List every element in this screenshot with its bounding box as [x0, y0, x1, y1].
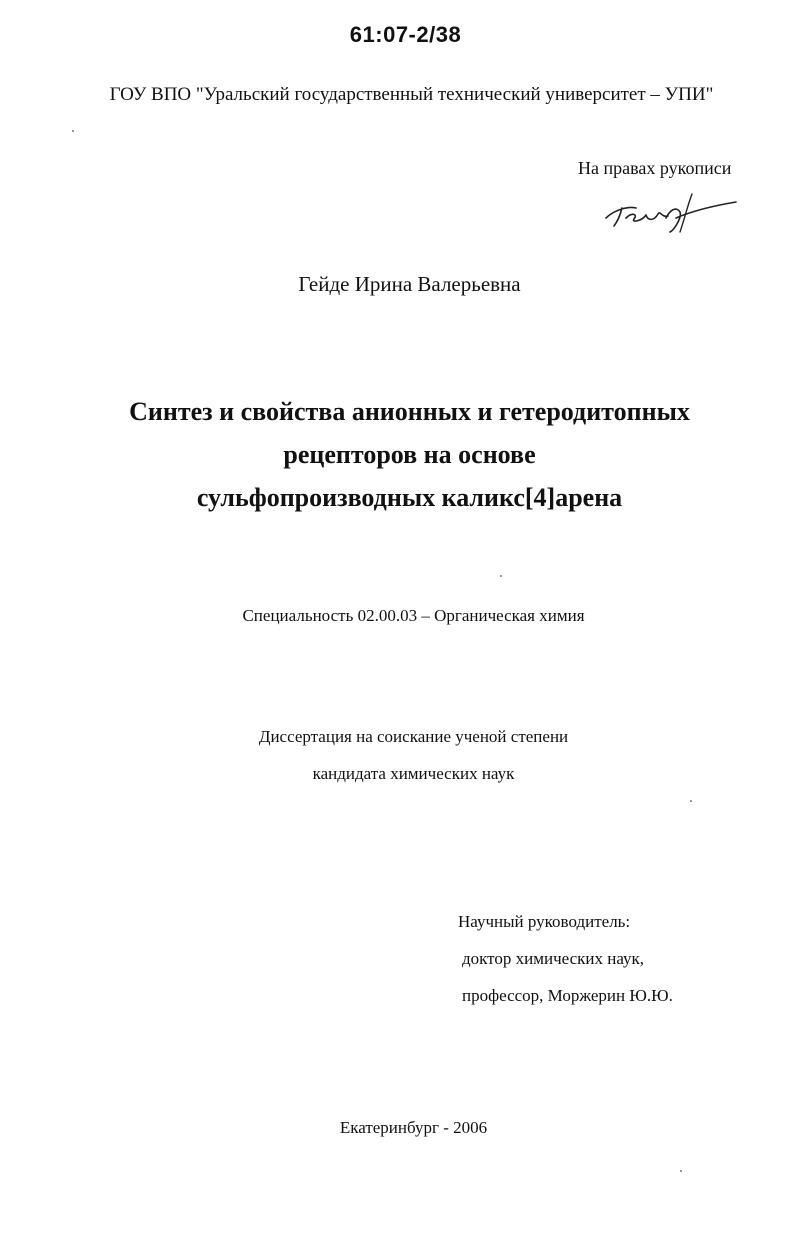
- title-line-1: Синтез и свойства анионных и гетеродитопных: [129, 397, 690, 426]
- catalog-number: 61:07-2/38: [349, 22, 462, 47]
- advisor-degree: доктор химических наук,: [462, 949, 645, 968]
- handwritten-signature-icon: [600, 188, 740, 236]
- scan-speck: [680, 1170, 682, 1172]
- author-name: Гейде Ирина Валерьевна: [298, 272, 521, 296]
- scan-speck: [690, 800, 692, 802]
- degree-line-2: кандидата химических наук: [312, 764, 515, 783]
- city-year: Екатеринбург - 2006: [339, 1118, 488, 1137]
- title-line-3: сульфопроизводных каликс[4]арена: [196, 483, 623, 512]
- advisor-label: Научный руководитель:: [458, 912, 631, 931]
- scientific-advisor: [458, 903, 673, 1014]
- degree-line-1: Диссертация на соискание ученой степени: [258, 727, 569, 746]
- title-line-2: рецепторов на основе: [283, 440, 536, 469]
- dissertation-title: [12, 390, 795, 519]
- manuscript-rights-label: На правах рукописи: [578, 158, 732, 178]
- organization-name: ГОУ ВПО "Уральский государственный технический университет – УПИ": [109, 84, 714, 105]
- scan-speck: [72, 130, 74, 132]
- degree-statement: [16, 718, 795, 792]
- specialty-line: Специальность 02.00.03 – Органическая химия: [242, 606, 585, 625]
- scan-speck: [500, 575, 502, 577]
- advisor-title-name: профессор, Моржерин Ю.Ю.: [462, 986, 673, 1005]
